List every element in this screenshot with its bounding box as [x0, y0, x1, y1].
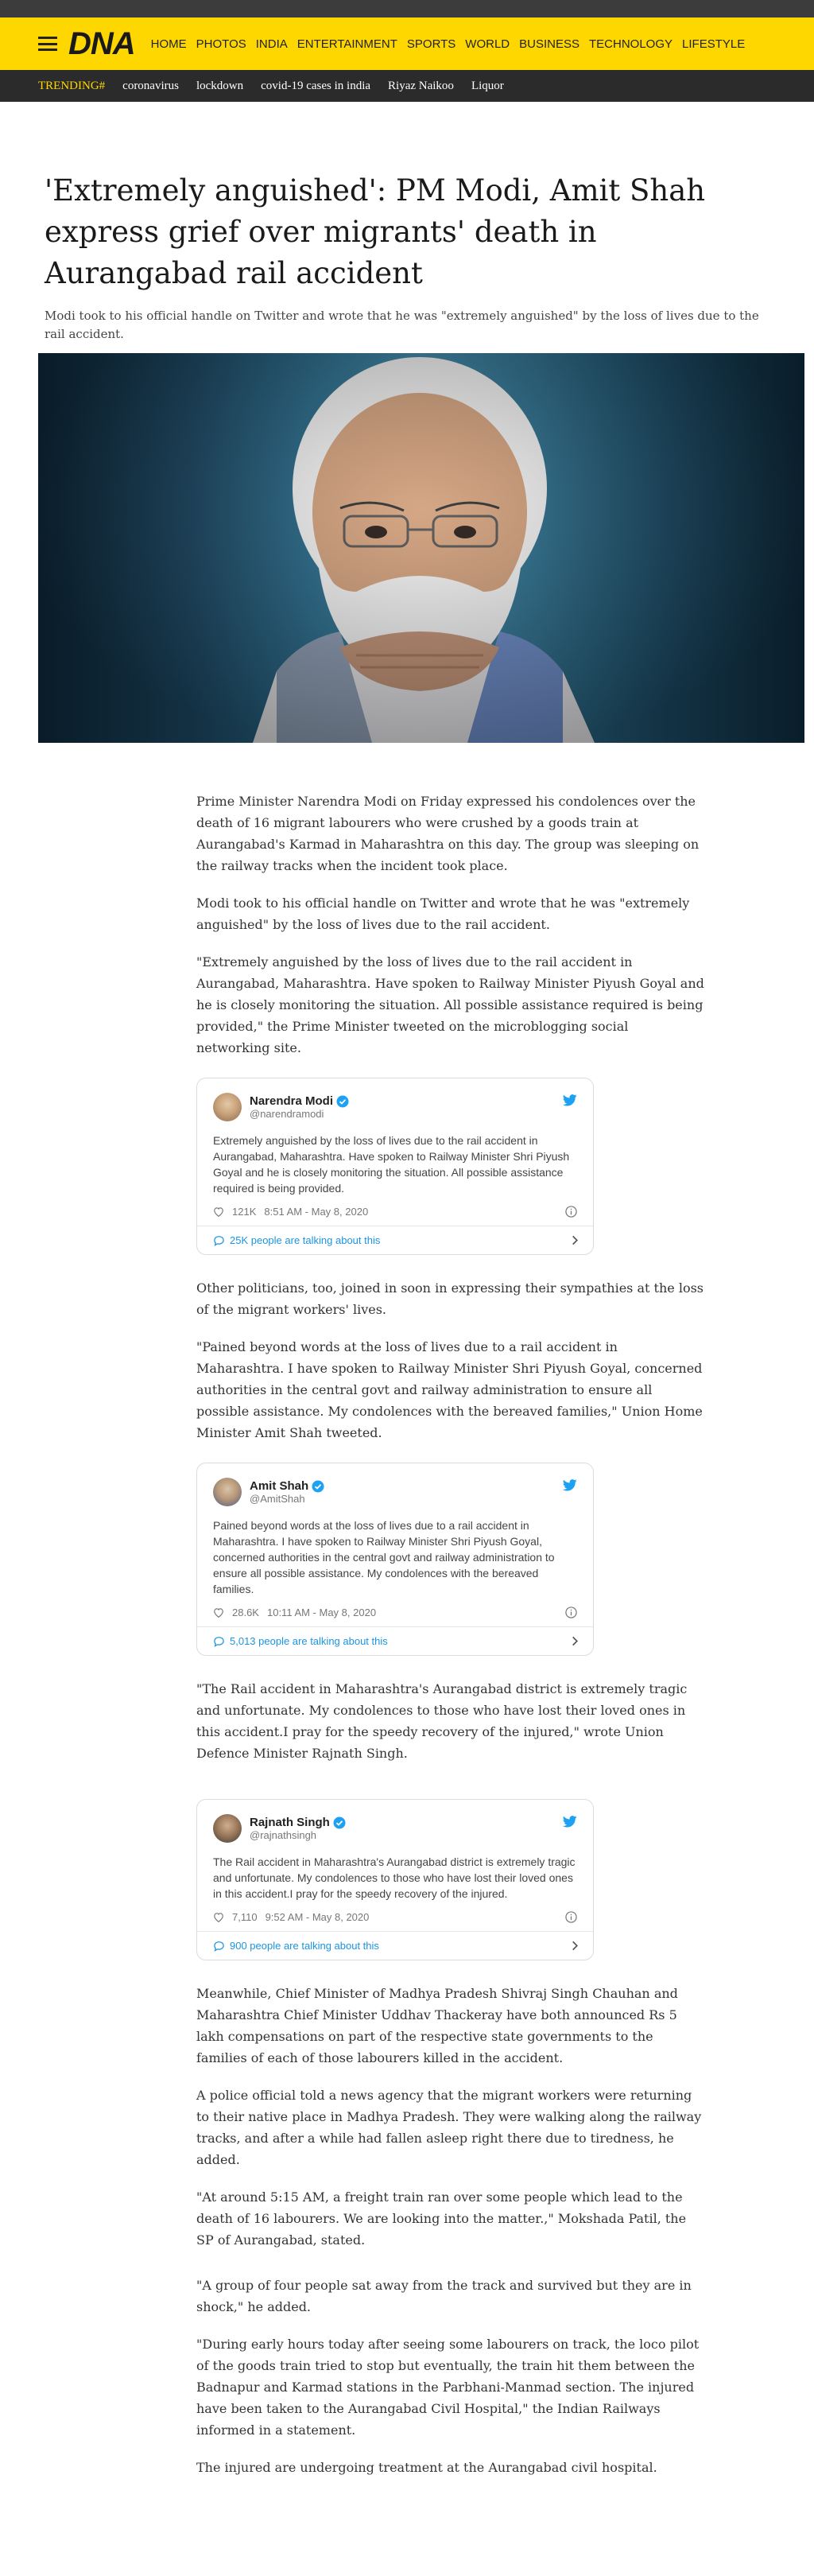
info-icon[interactable] — [565, 1911, 577, 1923]
verified-badge-icon — [333, 1816, 346, 1829]
nav-menu — [151, 37, 746, 51]
like-heart-icon[interactable] — [213, 1912, 224, 1922]
nav-item-photos[interactable]: PHOTOS — [196, 37, 246, 51]
top-strip — [0, 0, 814, 17]
like-heart-icon[interactable] — [213, 1206, 224, 1217]
verified-badge-icon — [336, 1095, 349, 1108]
avatar[interactable] — [213, 1814, 242, 1843]
article-subhead: Modi took to his official handle on Twitter and wrote that he was "extremely anguished" by the loss of lives due to the rail accident. — [45, 309, 759, 341]
tweet-author-name-text: Rajnath Singh — [250, 1816, 330, 1829]
tweet-author-handle[interactable]: @rajnathsingh — [250, 1829, 317, 1841]
tweet-header — [213, 1814, 579, 1843]
tweet-like-count: 121K — [232, 1206, 257, 1218]
trending-label: TRENDING# — [38, 79, 106, 92]
nav-item-entertainment[interactable]: ENTERTAINMENT — [297, 37, 397, 51]
tweet-author-handle[interactable]: @AmitShah — [250, 1493, 305, 1505]
article-body — [196, 791, 705, 2478]
tweet-body — [197, 1078, 593, 1226]
twitter-bird-icon[interactable] — [563, 1816, 577, 1828]
nav-item-world[interactable]: WORLD — [465, 37, 510, 51]
trending-bar — [0, 70, 814, 102]
main-navbar — [0, 17, 814, 70]
tweet-author-name-text: Amit Shah — [250, 1479, 309, 1493]
embedded-tweet-modi[interactable] — [196, 1078, 594, 1255]
article-headline: 'Extremely anguished': PM Modi, Amit Shah express grief over migrants' death in Aurangabad rail accident — [45, 173, 706, 290]
like-heart-icon[interactable] — [213, 1607, 224, 1618]
chevron-right-icon — [572, 1636, 579, 1646]
tweet-body — [197, 1463, 593, 1626]
article-paragraph: Other politicians, too, joined in soon in expressing their sympathies at the loss of the migrant workers' lives. — [196, 1280, 704, 1317]
tweet-talking-count: 900 people are talking about this — [230, 1940, 379, 1952]
nav-item-india[interactable]: INDIA — [255, 37, 288, 51]
trending-item[interactable]: Liquor — [471, 79, 504, 92]
trending-item[interactable]: coronavirus — [122, 79, 179, 92]
tweet-talking-count: 5,013 people are talking about this — [230, 1635, 388, 1647]
article-paragraph: Modi took to his official handle on Twitter and wrote that he was "extremely anguished" by the loss of lives due to the rail accident. — [196, 896, 690, 932]
twitter-bird-icon[interactable] — [563, 1479, 577, 1491]
tweet-body — [197, 1800, 593, 1931]
tweet-header — [213, 1093, 579, 1121]
site-logo[interactable]: DNA — [68, 25, 135, 61]
tweet-text: The Rail accident in Maharashtra's Aurangabad district is extremely tragic and unfortunate. My condolences to those who have lost their loved ones in this accident.I pray for the speedy recovery of the injured. — [213, 1855, 576, 1900]
article-paragraph: "A group of four people sat away from the track and survived but they are in shock," he added. — [196, 2278, 692, 2314]
tweet-author-name[interactable] — [250, 1816, 346, 1829]
hero-shade — [38, 353, 804, 743]
article-paragraph: "The Rail accident in Maharashtra's Aurangabad district is extremely tragic and unfortunate. My condolences to those who have lost their loved ones in this accident.I pray for the speedy recovery of the injured," wrote Union Defence Minister Rajnath Singh. — [196, 1681, 688, 1761]
trending-item[interactable]: Riyaz Naikoo — [388, 79, 454, 92]
speech-bubble-icon — [213, 1235, 225, 1246]
article-header — [0, 102, 814, 344]
tweet-author-handle[interactable]: @narendramodi — [250, 1108, 324, 1120]
tweet-timestamp[interactable]: 10:11 AM - May 8, 2020 — [266, 1607, 377, 1618]
article-paragraph: The injured are undergoing treatment at the Aurangabad civil hospital. — [196, 2460, 657, 2475]
chevron-right-icon — [572, 1941, 579, 1951]
speech-bubble-icon — [213, 1636, 225, 1647]
tweet-conversation-link[interactable] — [197, 1226, 593, 1254]
tweet-author-name[interactable] — [250, 1094, 349, 1108]
article-paragraph: "During early hours today after seeing some labourers on track, the loco pilot of the goods train tried to stop but eventually, the train hit them between the Badnapur and Karmad stations in the Parbhani-Manmad section. The injured have been taken to the Aurangabad Civil Hospital," the Indian Railways informed in a statement. — [196, 2337, 700, 2438]
avatar[interactable] — [213, 1093, 242, 1121]
avatar[interactable] — [213, 1478, 242, 1506]
hero-image — [38, 353, 804, 743]
twitter-bird-icon[interactable] — [563, 1094, 577, 1106]
tweet-text: Extremely anguished by the loss of lives due to the rail accident in Aurangabad, Maharashtra. Have spoken to Railway Minister Shri Piyush Goyal and he is closely monitoring the situation. All possible assistance required is being provided. — [213, 1134, 570, 1195]
embedded-tweet-amit-shah[interactable] — [196, 1463, 594, 1656]
nav-item-sports[interactable]: SPORTS — [406, 37, 456, 51]
nav-item-lifestyle[interactable]: LIFESTYLE — [682, 37, 746, 51]
tweet-author-name[interactable] — [250, 1479, 324, 1493]
article-paragraph: "Extremely anguished by the loss of lives due to the rail accident in Aurangabad, Maharashtra. Have spoken to Railway Minister Piyush Goyal and he is closely monitoring the situation. All possible assistance required is being provided," the Prime Minister tweeted on the microblogging social networking site. — [196, 954, 704, 1055]
verified-badge-icon — [312, 1480, 324, 1493]
speech-bubble-icon — [213, 1941, 225, 1952]
chevron-right-icon — [572, 1235, 579, 1245]
tweet-text: Pained beyond words at the loss of lives due to a rail accident in Maharashtra. I have spoken to Railway Minister Shri Piyush Goyal, concerned authorities in the central govt and railway administration to ensure all possible assistance. My condolences with the bereaved families. — [213, 1519, 555, 1595]
tweet-meta — [213, 1607, 579, 1618]
tweet-talking-count: 25K people are talking about this — [230, 1234, 381, 1246]
tweet-like-count: 7,110 — [232, 1911, 258, 1923]
info-icon[interactable] — [565, 1607, 577, 1618]
embedded-tweet-rajnath-singh[interactable] — [196, 1799, 594, 1960]
tweet-conversation-link[interactable] — [197, 1626, 593, 1655]
trending-item[interactable]: covid-19 cases in india — [261, 79, 371, 92]
tweet-meta — [213, 1911, 579, 1923]
hamburger-menu-icon[interactable] — [38, 37, 57, 51]
article-paragraph: "Pained beyond words at the loss of lives due to a rail accident in Maharashtra. I have spoken to Railway Minister Shri Piyush Goyal, concerned authorities in the central govt and railway administration to ensure all possible assistance. My condolences with the bereaved families," Union Home Minister Amit Shah tweeted. — [196, 1339, 703, 1440]
tweet-timestamp[interactable]: 9:52 AM - May 8, 2020 — [265, 1911, 370, 1923]
article-paragraph: Meanwhile, Chief Minister of Madhya Pradesh Shivraj Singh Chauhan and Maharashtra Chief Minister Uddhav Thackeray have both announced Rs 5 lakh compensations on part of the respective state governments to the families of each of those labourers killed in the accident. — [196, 1986, 678, 2065]
trending-item[interactable]: lockdown — [196, 79, 244, 92]
article-paragraph: "At around 5:15 AM, a freight train ran over some people which lead to the death of 16 labourers. We are looking into the matter.," Mokshada Patil, the SP of Aurangabad, stated. — [196, 2189, 687, 2248]
nav-item-business[interactable]: BUSINESS — [519, 37, 579, 51]
tweet-header — [213, 1478, 579, 1506]
tweet-timestamp[interactable]: 8:51 AM - May 8, 2020 — [264, 1206, 369, 1218]
tweet-author-name-text: Narendra Modi — [250, 1094, 334, 1108]
article-paragraph: Prime Minister Narendra Modi on Friday expressed his condolences over the death of 16 migrant labourers who were crushed by a goods train at Aurangabad's Karmad in Maharashtra on this day. The group was sleeping on the railway tracks when the incident took place. — [196, 794, 700, 873]
article-paragraph: A police official told a news agency that the migrant workers were returning to their native place in Madhya Pradesh. They were walking along the railway tracks, and after a while had fallen asleep right there due to tiredness, he added. — [196, 2088, 702, 2167]
tweet-conversation-link[interactable] — [197, 1931, 593, 1960]
info-icon[interactable] — [565, 1206, 577, 1218]
tweet-meta — [213, 1206, 579, 1218]
tweet-like-count: 28.6K — [232, 1607, 259, 1618]
nav-item-technology[interactable]: TECHNOLOGY — [589, 37, 673, 51]
nav-item-home[interactable]: HOME — [150, 37, 187, 51]
